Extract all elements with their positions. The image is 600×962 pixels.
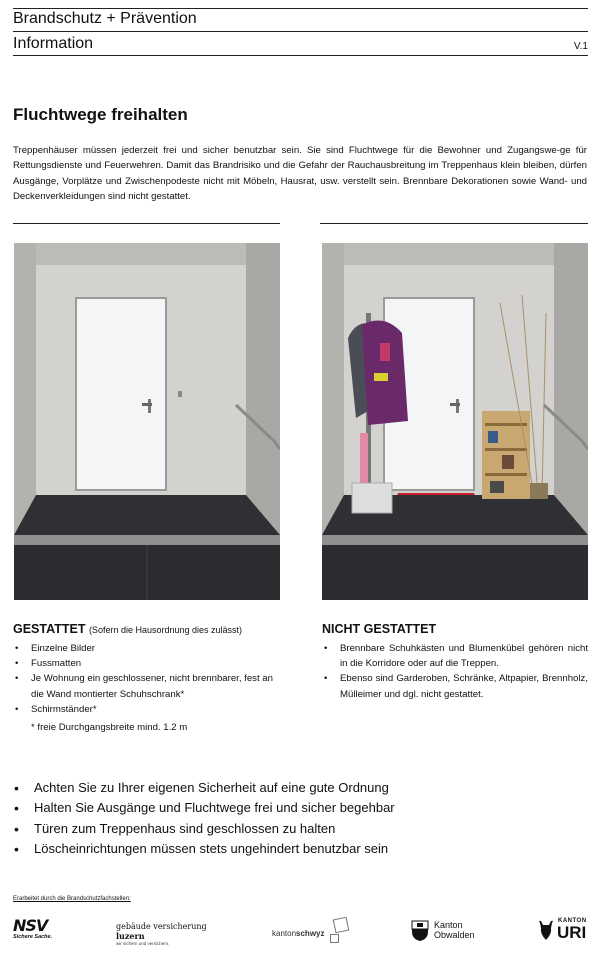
tip-item: • Achten Sie zu Ihrer eigenen Sicherheit auf eine gute Ordnung: [13, 778, 395, 798]
logo-uri: [538, 918, 590, 948]
photo-allowed: [14, 243, 280, 600]
obwalden-line2: Obwalden: [434, 930, 475, 940]
list-item: • Brennbare Schuhkästen und Blumenkübel gehören nicht in die Korridore oder auf die Treppen.: [322, 641, 588, 671]
obwalden-shield-icon: [411, 920, 429, 942]
allowed-list: [13, 641, 285, 717]
jacket-purple: [362, 321, 408, 426]
gvl-city: luzern: [116, 931, 145, 941]
logo-nsv: [13, 917, 63, 947]
schwyz-prefix: kanton: [272, 929, 297, 938]
header-rule-top: [13, 8, 588, 9]
intro-paragraph: Treppenhäuser müssen jederzeit frei und sicher benutzbar sein. Sie sind Fluchtwege für die Bewohner und Zugangswe-ge für Rettungsdienste und Feuerwehren. Damit das Brandrisiko und die Gefahr der Rauchausbreitung im Treppenhaus klein bleiben, dürfen Ausgänge, Vorplätze und Zwischenpodeste nicht mit Möbeln, Hausrat, usw. verstellt sein. Brennbare Dekorationen sowie Wand- und Deckenverkleidungen sind nicht gestattet.: [13, 145, 587, 203]
tip-item: • Löscheinrichtungen müssen stets ungehindert benutzbar sein: [13, 839, 395, 859]
nsv-slogan: Sichere Sache.: [13, 934, 53, 940]
schwyz-name: schwyz: [296, 929, 325, 938]
list-item: • Einzelne Bilder: [13, 641, 285, 656]
left-divider: [13, 223, 280, 224]
list-item: • Ebenso sind Garderoben, Schränke, Altpapier, Brennholz, Mülleimer und dgl. nicht gestattet.: [322, 671, 588, 701]
allowed-heading-label: GESTATTET: [13, 622, 86, 636]
logo-gvl: [116, 922, 236, 952]
header-rule-bottom: [13, 55, 588, 56]
tips-list: [13, 778, 395, 859]
version-label: V.1: [573, 41, 588, 52]
tip-item: • Halten Sie Ausgänge und Fluchtwege frei und sicher begehbar: [13, 798, 395, 818]
allowed-heading-note: (Sofern die Hausordnung dies zulässt): [88, 625, 243, 635]
allowed-footnote: * freie Durchgangsbreite mind. 1.2 m: [31, 722, 188, 733]
obwalden-line1: Kanton: [434, 920, 463, 930]
uri-line2: URI: [557, 923, 587, 942]
logo-obwalden: [411, 920, 511, 950]
header-org: Brandschutz + Prävention: [13, 10, 197, 27]
footer-credit: Erarbeitet durch die Brandschutzfachstellen:: [13, 896, 131, 902]
photo-not-allowed: [322, 243, 588, 600]
nsv-mark: NSV: [13, 916, 48, 935]
right-divider: [320, 223, 588, 224]
list-item: • Schirmständer*: [13, 702, 285, 717]
tip-item: • Türen zum Treppenhaus sind geschlossen zu halten: [13, 819, 395, 839]
not-allowed-heading: NICHT GESTATTET: [322, 622, 437, 636]
header-rule-mid: [13, 31, 588, 32]
uri-line1: KANTON: [558, 918, 587, 924]
logo-schwyz: [272, 918, 362, 948]
allowed-heading: [13, 622, 242, 636]
list-item: • Fussmatten: [13, 656, 285, 671]
gvl-slogan: wir sichern und versichern.: [116, 941, 170, 946]
uri-bull-icon: [538, 920, 554, 942]
page-title: Fluchtwege freihalten: [13, 105, 188, 124]
not-allowed-list: [322, 641, 588, 702]
list-item: • Je Wohnung ein geschlossener, nicht brennbarer, fest an die Wand montierter Schuhschrank*: [13, 671, 285, 701]
header-type: Information: [13, 35, 94, 52]
schwyz-mark-icon: [333, 917, 350, 934]
gvl-name: gebäude versicherung: [116, 922, 207, 931]
